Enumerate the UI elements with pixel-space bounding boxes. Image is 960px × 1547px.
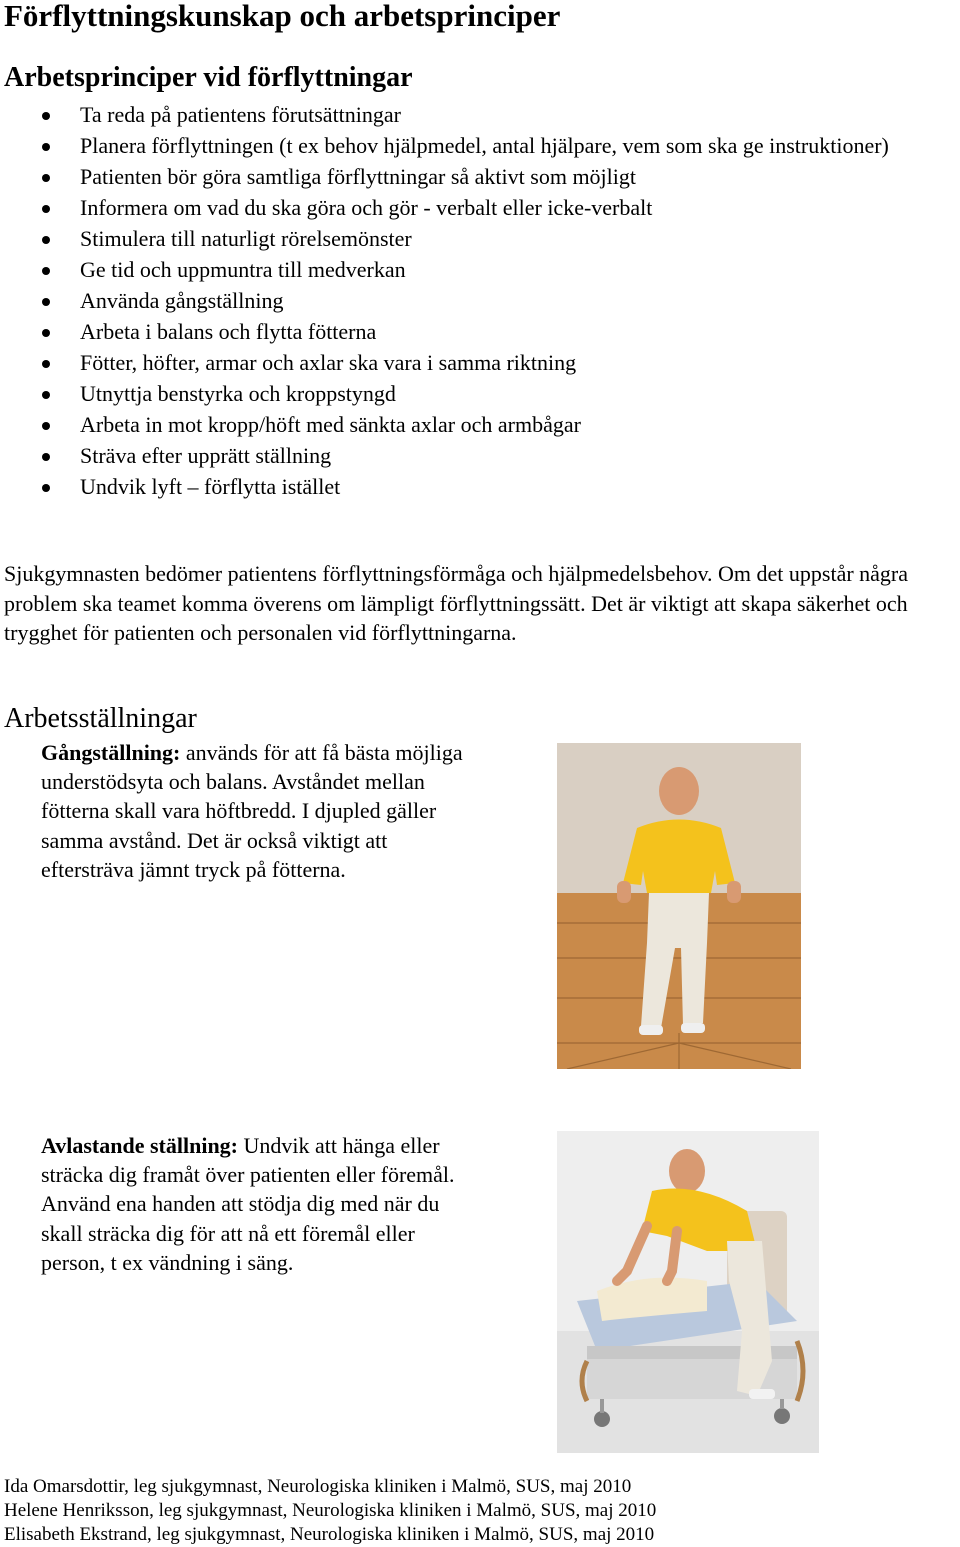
gangstallning-text [41, 738, 471, 884]
footer-line: Ida Omarsdottir, leg sjukgymnast, Neurologiska kliniken i Malmö, SUS, maj 2010 [4, 1476, 632, 1497]
gangstallning-term: Gångställning: [41, 740, 181, 765]
footer-line: Helene Henriksson, leg sjukgymnast, Neurologiska kliniken i Malmö, SUS, maj 2010 [4, 1500, 657, 1521]
list-item: Utnyttja benstyrka och kroppstyngd [0, 379, 960, 410]
list-item: Ge tid och uppmuntra till medverkan [0, 255, 960, 286]
footer-line: Elisabeth Ekstrand, leg sjukgymnast, Neurologiska kliniken i Malmö, SUS, maj 2010 [4, 1524, 655, 1545]
list-item: Informera om vad du ska göra och gör - verbalt eller icke-verbalt [0, 193, 960, 224]
photo-standing-walking-stance [557, 743, 801, 1069]
assessment-paragraph: Sjukgymnasten bedömer patientens förflyttningsförmåga och hjälpmedelsbehov. Om det uppstår några problem ska teamet komma överens om lämpligt förflyttningssätt. Det är viktigt att skapa säkerhet och trygghet för patienten och personalen vid förflyttningarna. [4, 561, 909, 645]
list-item: Sträva efter upprätt ställning [0, 441, 960, 472]
list-item: Stimulera till naturligt rörelsemönster [0, 224, 960, 255]
avlastande-text [41, 1131, 471, 1277]
section-heading-arbetsstallningar: Arbetsställningar [4, 703, 197, 734]
photo-bed-leaning-support [557, 1131, 819, 1453]
list-item: Fötter, höfter, armar och axlar ska vara i samma riktning [0, 348, 960, 379]
avlastande-description: Undvik att hänga eller sträcka dig framåt över patienten eller föremål. Använd ena handen att stödja dig med när du skall sträcka dig för att nå ett föremål eller person, t ex vändning i säng. [41, 1133, 455, 1275]
list-item: Arbeta i balans och flytta fötterna [0, 317, 960, 348]
list-item: Ta reda på patientens förutsättningar [0, 100, 960, 131]
avlastande-term: Avlastande ställning: [41, 1133, 239, 1158]
list-item: Undvik lyft – förflytta istället [0, 472, 960, 503]
list-item: Använda gångställning [0, 286, 960, 317]
section-heading-arbetsprinciper: Arbetsprinciper vid förflyttningar [4, 62, 413, 93]
principles-list [0, 100, 960, 503]
list-item: Patienten bör göra samtliga förflyttningar så aktivt som möjligt [0, 162, 960, 193]
page-title: Förflyttningskunskap och arbetsprinciper [4, 0, 561, 33]
list-item: Planera förflyttningen (t ex behov hjälpmedel, antal hjälpare, vem som ska ge instruktioner) [0, 131, 960, 162]
gangstallning-description: används för att få bästa möjliga understödsyta och balans. Avståndet mellan fötterna skall vara höftbredd. I djupled gäller samma avstånd. Det är också viktigt att eftersträva jämnt tryck på fötterna. [41, 740, 463, 882]
list-item: Arbeta in mot kropp/höft med sänkta axlar och armbågar [0, 410, 960, 441]
